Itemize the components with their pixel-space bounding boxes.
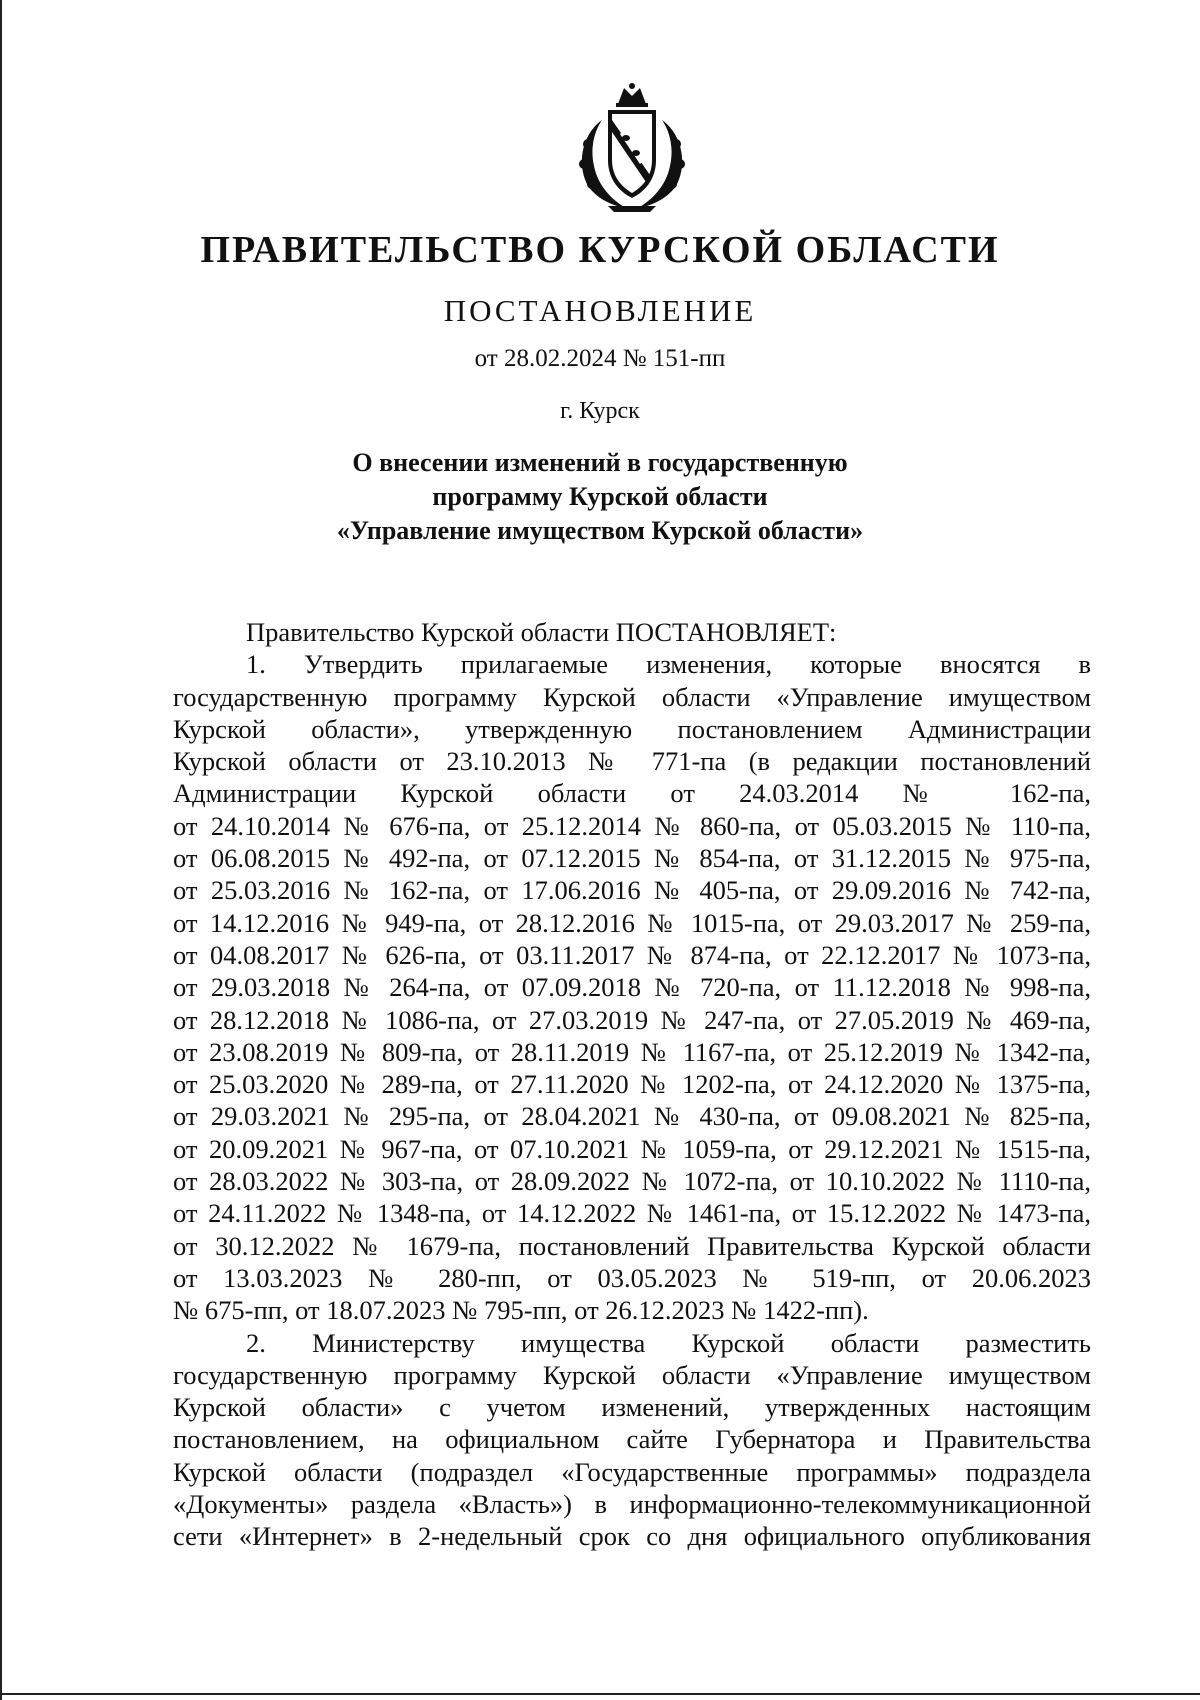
text-line: от 28.12.2018 № 1086-па, от 27.03.2019 № 247-па, от 27.05.2019 № 469-па,: [173, 1004, 1091, 1035]
text-line: 2. Министерству имущества Курской области разместить: [246, 1327, 1091, 1358]
text-line: сети «Интернет» в 2-недельный срок со дня официального опубликования: [173, 1521, 1091, 1552]
text-line: от 24.10.2014 № 676-па, от 25.12.2014 № 860-па, от 05.03.2015 № 110-па,: [173, 810, 1091, 841]
text-line: 1. Утвердить прилагаемые изменения, которые вносятся в: [246, 649, 1091, 680]
kursk-coat-of-arms-icon: [568, 82, 696, 214]
text-line: от 25.03.2016 № 162-па, от 17.06.2016 № 405-па, от 29.09.2016 № 742-па,: [173, 875, 1091, 906]
text-line: «Документы» раздела «Власть») в информационно-телекоммуникационной: [173, 1489, 1091, 1520]
text-line: от 13.03.2023 № 280-пп, от 03.05.2023 № 519-пп, от 20.06.2023: [173, 1262, 1091, 1293]
text-line: от 25.03.2020 № 289-па, от 27.11.2020 № 1202-па, от 24.12.2020 № 1375-па,: [173, 1069, 1091, 1100]
text-line: от 20.09.2021 № 967-па, от 07.10.2021 № 1059-па, от 29.12.2021 № 1515-па,: [173, 1133, 1091, 1164]
document-type: ПОСТАНОВЛЕНИЕ: [443, 293, 757, 328]
paragraph-1: [173, 648, 1091, 1326]
organization-title: ПРАВИТЕЛЬСТВО КУРСКОЙ ОБЛАСТИ: [200, 229, 1000, 271]
text-line: государственную программу Курской области «Управление имуществом: [173, 681, 1091, 712]
text-line: от 04.08.2017 № 626-па, от 03.11.2017 № 874-па, от 22.12.2017 № 1073-па,: [173, 939, 1091, 970]
text-line: от 06.08.2015 № 492-па, от 07.12.2015 № 854-па, от 31.12.2015 № 975-па,: [173, 843, 1091, 874]
text-line: № 675-пп, от 18.07.2023 № 795-пп, от 26.12.2023 № 1422-пп).: [173, 1295, 869, 1326]
scan-edge-bottom: [0, 1693, 1200, 1695]
text-line: Администрации Курской области от 24.03.2014 № 162-па,: [173, 778, 1091, 809]
text-line: от 30.12.2022 № 1679-па, постановлений Правительства Курской области: [173, 1230, 1091, 1261]
text-line: от 29.03.2021 № 295-па, от 28.04.2021 № 430-па, от 09.08.2021 № 825-па,: [173, 1101, 1091, 1132]
document-city: г. Курск: [560, 398, 640, 424]
text-line: государственную программу Курской области «Управление имуществом: [173, 1359, 1091, 1390]
text-line: Курской области (подраздел «Государственные программы» подраздела: [173, 1456, 1091, 1487]
document-body: [173, 616, 1091, 1553]
text-line: Курской области», утвержденную постановлением Администрации: [173, 713, 1091, 744]
text-line: от 23.08.2019 № 809-па, от 28.11.2019 № 1167-па, от 25.12.2019 № 1342-па,: [173, 1036, 1091, 1067]
document-subject: [0, 446, 1200, 548]
text-line: постановлением, на официальном сайте Губернатора и Правительства: [173, 1424, 1091, 1455]
text-line: Курской области от 23.10.2013 № 771-па (в редакции постановлений: [173, 746, 1091, 777]
text-line: от 28.03.2022 № 303-па, от 28.09.2022 № 1072-па, от 10.10.2022 № 1110-па,: [173, 1166, 1091, 1197]
intro-line: Правительство Курской области ПОСТАНОВЛЯЕТ:: [246, 617, 837, 647]
subject-line: программу Курской области: [432, 482, 768, 511]
text-line: Курской области» с учетом изменений, утвержденных настоящим: [173, 1392, 1091, 1423]
paragraph-2: [173, 1327, 1091, 1553]
subject-line: О внесении изменений в государственную: [352, 448, 848, 477]
document-date-number: от 28.02.2024 № 151-пп: [474, 345, 726, 372]
text-line: от 24.11.2022 № 1348-па, от 14.12.2022 № 1461-па, от 15.12.2022 № 1473-па,: [173, 1198, 1091, 1229]
subject-line: «Управление имуществом Курской области»: [336, 516, 864, 545]
text-line: от 29.03.2018 № 264-па, от 07.09.2018 № 720-па, от 11.12.2018 № 998-па,: [173, 972, 1091, 1003]
text-line: от 14.12.2016 № 949-па, от 28.12.2016 № 1015-па, от 29.03.2017 № 259-па,: [173, 907, 1091, 938]
